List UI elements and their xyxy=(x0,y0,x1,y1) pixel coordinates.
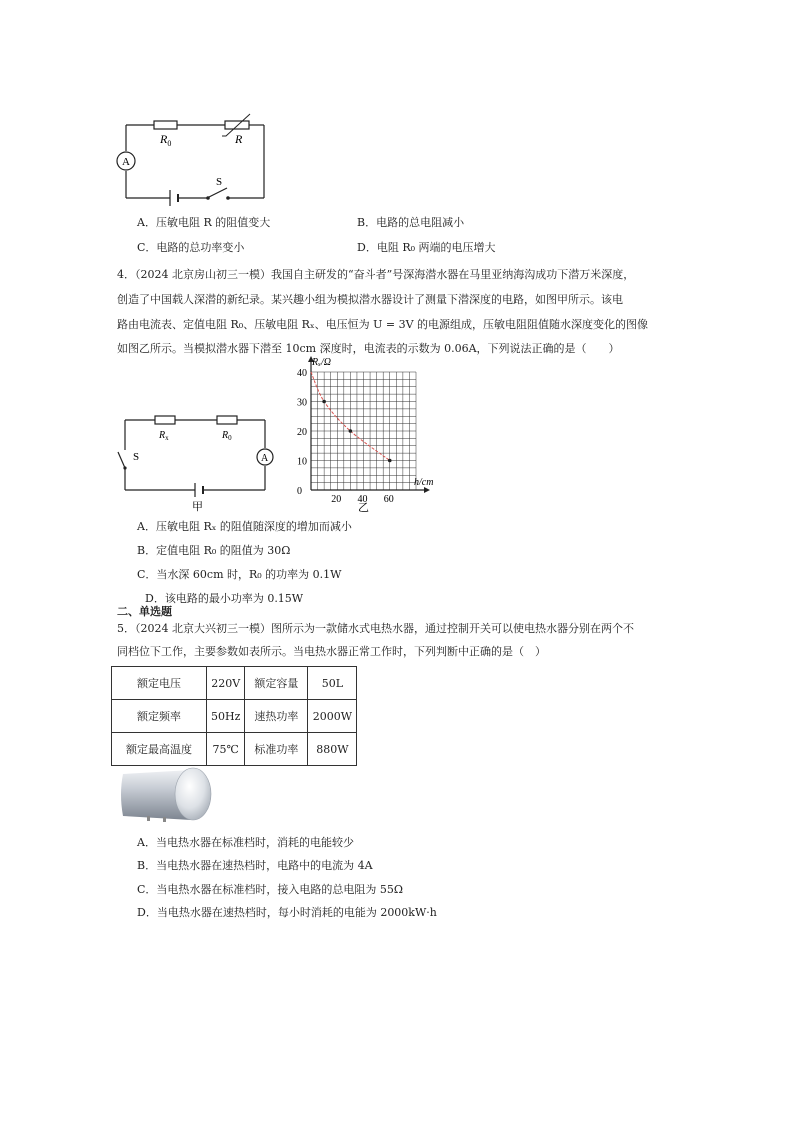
q5-option-c[interactable]: C．当电热水器在标准档时，接入电路的总电阻为 55Ω xyxy=(137,883,404,896)
q3-option-b[interactable]: B．电路的总电阻减小 xyxy=(357,216,465,229)
q3-r0-label: $R_0$ xyxy=(160,132,172,148)
y-tick-label: 40 xyxy=(297,368,307,379)
table-cell: 50L xyxy=(308,667,357,700)
q4-ammeter-label: A xyxy=(261,453,269,464)
q4-stem-line-4: 如图乙所示。当模拟潜水器下潜至 10cm 深度时，电流表的示数为 0.06A，下列说法正确的是（ ） xyxy=(117,342,620,355)
q4-circuit-diagram xyxy=(115,410,280,515)
table-cell: 额定电压 xyxy=(112,667,207,700)
q5-stem-line-1: 5．（2024 北京大兴初三一模）图所示为一款储水式电热水器，通过控制开关可以使电热水器分别在两个不 xyxy=(117,622,634,635)
q5-parameter-table xyxy=(111,666,357,766)
q4-stem-line-3: 路由电流表、定值电阻 R₀、压敏电阻 Rₓ、电压恒为 U = 3V 的电源组成，压敏电阻阻值随水深度变化的图像 xyxy=(117,318,649,331)
q5-option-a[interactable]: A．当电热水器在标准档时，消耗的电能较少 xyxy=(137,836,354,849)
q5-stem-line-2: 同档位下工作，主要参数如表所示。当电热水器正常工作时，下列判断中正确的是（ ） xyxy=(117,645,546,658)
table-row xyxy=(112,733,357,766)
water-heater-image xyxy=(117,766,213,822)
x-tick-label: 20 xyxy=(331,494,342,505)
q4-rx-label: $R_x$ xyxy=(159,430,169,442)
q4-option-c[interactable]: C．当水深 60cm 时，R₀ 的功率为 0.1W xyxy=(137,568,342,581)
q4-stem-line-2: 创造了中国载人深潜的新纪录。某兴趣小组为模拟潜水器设计了测量下潜深度的电路，如图甲所示。该电 xyxy=(117,293,623,306)
q3-circuit-diagram xyxy=(110,110,280,210)
q4-option-a[interactable]: A．压敏电阻 Rₓ 的阻值随深度的增加而减小 xyxy=(137,520,352,533)
chart-x-axis-label: h/cm xyxy=(414,477,434,488)
chart-data-point xyxy=(388,459,392,463)
table-cell: 75℃ xyxy=(207,733,245,766)
chart-y-axis-label: Rₓ/Ω xyxy=(312,357,331,368)
q4-circuit-caption: 甲 xyxy=(192,501,203,513)
y-tick-label: 10 xyxy=(297,456,307,468)
table-row xyxy=(112,700,357,733)
table-cell: 880W xyxy=(308,733,357,766)
table-cell: 额定频率 xyxy=(112,700,207,733)
chart-data-point xyxy=(349,429,353,433)
table-cell: 标准功率 xyxy=(245,733,308,766)
table-cell: 50Hz xyxy=(207,700,245,733)
q4-resistance-depth-chart xyxy=(290,352,450,522)
q4-option-b[interactable]: B．定值电阻 R₀ 的阻值为 30Ω xyxy=(137,544,291,557)
q3-r0-resistor xyxy=(154,121,177,129)
chart-caption: 乙 xyxy=(358,502,369,514)
q4-switch xyxy=(118,452,125,468)
q3-r-label: R xyxy=(235,132,243,146)
x-tick-label: 40 xyxy=(357,494,368,505)
table-cell: 220V xyxy=(207,667,245,700)
q5-option-b[interactable]: B．当电热水器在速热档时，电路中的电流为 4A xyxy=(137,859,373,872)
q3-option-d[interactable]: D．电阻 R₀ 两端的电压增大 xyxy=(357,241,496,254)
q5-option-d[interactable]: D．当电热水器在速热档时，每小时消耗的电能为 2000kW·h xyxy=(137,906,437,919)
y-tick-label: 0 xyxy=(297,486,302,497)
q3-option-c[interactable]: C．电路的总功率变小 xyxy=(137,241,245,254)
chart-axes xyxy=(308,356,430,493)
table-cell: 额定容量 xyxy=(245,667,308,700)
q4-r0-label: $R_0$ xyxy=(222,430,232,442)
y-tick-label: 30 xyxy=(297,397,307,409)
q3-r-resistor xyxy=(225,121,249,129)
q3-switch xyxy=(209,188,227,197)
q4-option-d[interactable]: D．该电路的最小功率为 0.15W xyxy=(145,592,304,605)
table-cell: 额定最高温度 xyxy=(112,733,207,766)
q4-r0-resistor xyxy=(217,416,237,424)
q3-option-a[interactable]: A．压敏电阻 R 的阻值变大 xyxy=(137,216,271,229)
y-tick-label: 20 xyxy=(297,427,307,438)
q3-ammeter-label: A xyxy=(122,156,130,168)
q3-switch-label: S xyxy=(216,176,223,188)
chart-data-point xyxy=(322,400,326,404)
section-title: 二、单选题 xyxy=(117,605,172,618)
table-row xyxy=(112,667,357,700)
q4-rx-resistor xyxy=(155,416,175,424)
table-cell: 速热功率 xyxy=(245,700,308,733)
q4-switch-label: S xyxy=(133,451,140,463)
q4-stem-line-1: 4．（2024 北京房山初三一模）我国自主研发的“奋斗者”号深海潜水器在马里亚纳海沟成功下潜万米深度， xyxy=(117,268,635,281)
x-tick-label: 60 xyxy=(383,494,394,505)
table-cell: 2000W xyxy=(308,700,357,733)
chart-grid xyxy=(311,372,416,490)
